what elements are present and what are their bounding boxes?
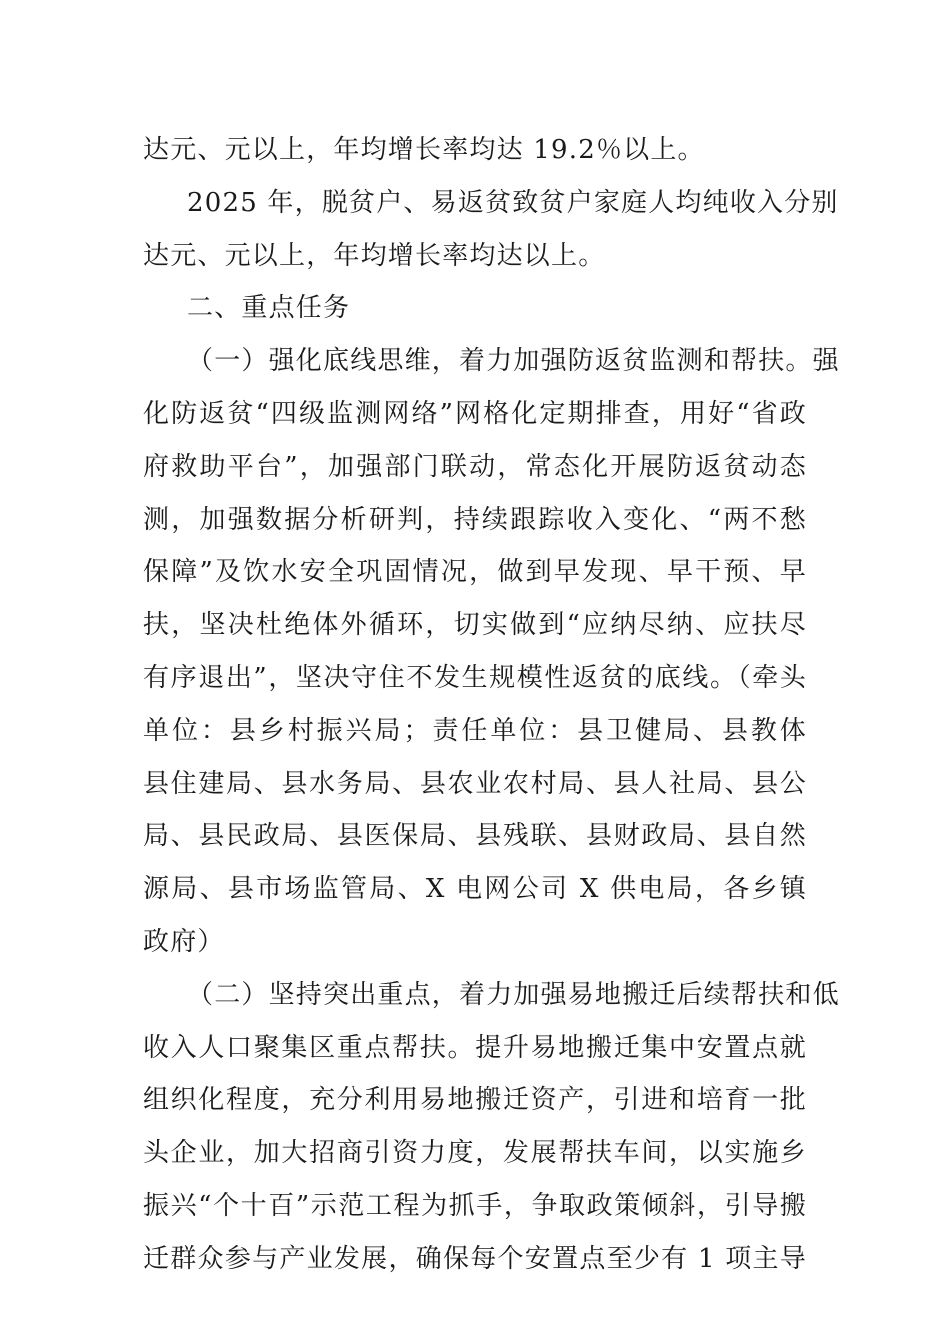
text-line: 源局、县市场监管局、X 电网公司 X 供电局，各乡镇 [143, 874, 807, 905]
text-line: 头企业，加大招商引资力度，发展帮扶车间，以实施乡 [143, 1138, 807, 1169]
text-line: 迁群众参与产业发展，确保每个安置点至少有 1 项主导 [143, 1243, 807, 1274]
paragraph-first-line: （一）强化底线思维，着力加强防返贫监测和帮扶。强 [187, 346, 840, 377]
paragraph-first-line: 2025 年，脱贫户、易返贫致贫户家庭人均纯收入分别 [187, 187, 839, 218]
document-body [143, 124, 840, 1286]
text-line: 有序退出”，坚决守住不发生规模性返贫的底线。（牵头 [143, 662, 807, 693]
text-line: 单位：县乡村振兴局；责任单位：县卫健局、县教体 [143, 715, 807, 746]
text-line: 保障”及饮水安全巩固情况，做到早发现、早干预、早 [143, 557, 807, 588]
text-line: 达元、元以上，年均增长率均达以上。 [143, 240, 606, 271]
text-line: 局、县民政局、县医保局、县残联、县财政局、县自然 [143, 821, 807, 852]
text-line: 振兴“个十百”示范工程为抓手，争取政策倾斜，引导搬 [143, 1190, 807, 1221]
section-heading: 二、重点任务 [187, 293, 351, 324]
text-line: 化防返贫“四级监测网络”网格化定期排查，用好“省政 [143, 398, 807, 429]
text-line: 测，加强数据分析研判，持续跟踪收入变化、“两不愁 [143, 504, 807, 535]
text-line: 政府） [143, 926, 225, 957]
text-line: 县住建局、县水务局、县农业农村局、县人社局、县公 [143, 768, 807, 799]
text-line: 扶，坚决杜绝体外循环，切实做到“应纳尽纳、应扶尽 [143, 610, 807, 641]
text-line: 府救助平台”，加强部门联动，常态化开展防返贫动态 [143, 451, 807, 482]
text-line: 组织化程度，充分利用易地搬迁资产，引进和培育一批 [143, 1085, 807, 1116]
text-line: 收入人口聚集区重点帮扶。提升易地搬迁集中安置点就 [143, 1032, 807, 1063]
text-line: 达元、元以上，年均增长率均达 19.2％以上。 [143, 135, 705, 165]
paragraph-first-line: （二）坚持突出重点，着力加强易地搬迁后续帮扶和低 [187, 979, 840, 1010]
